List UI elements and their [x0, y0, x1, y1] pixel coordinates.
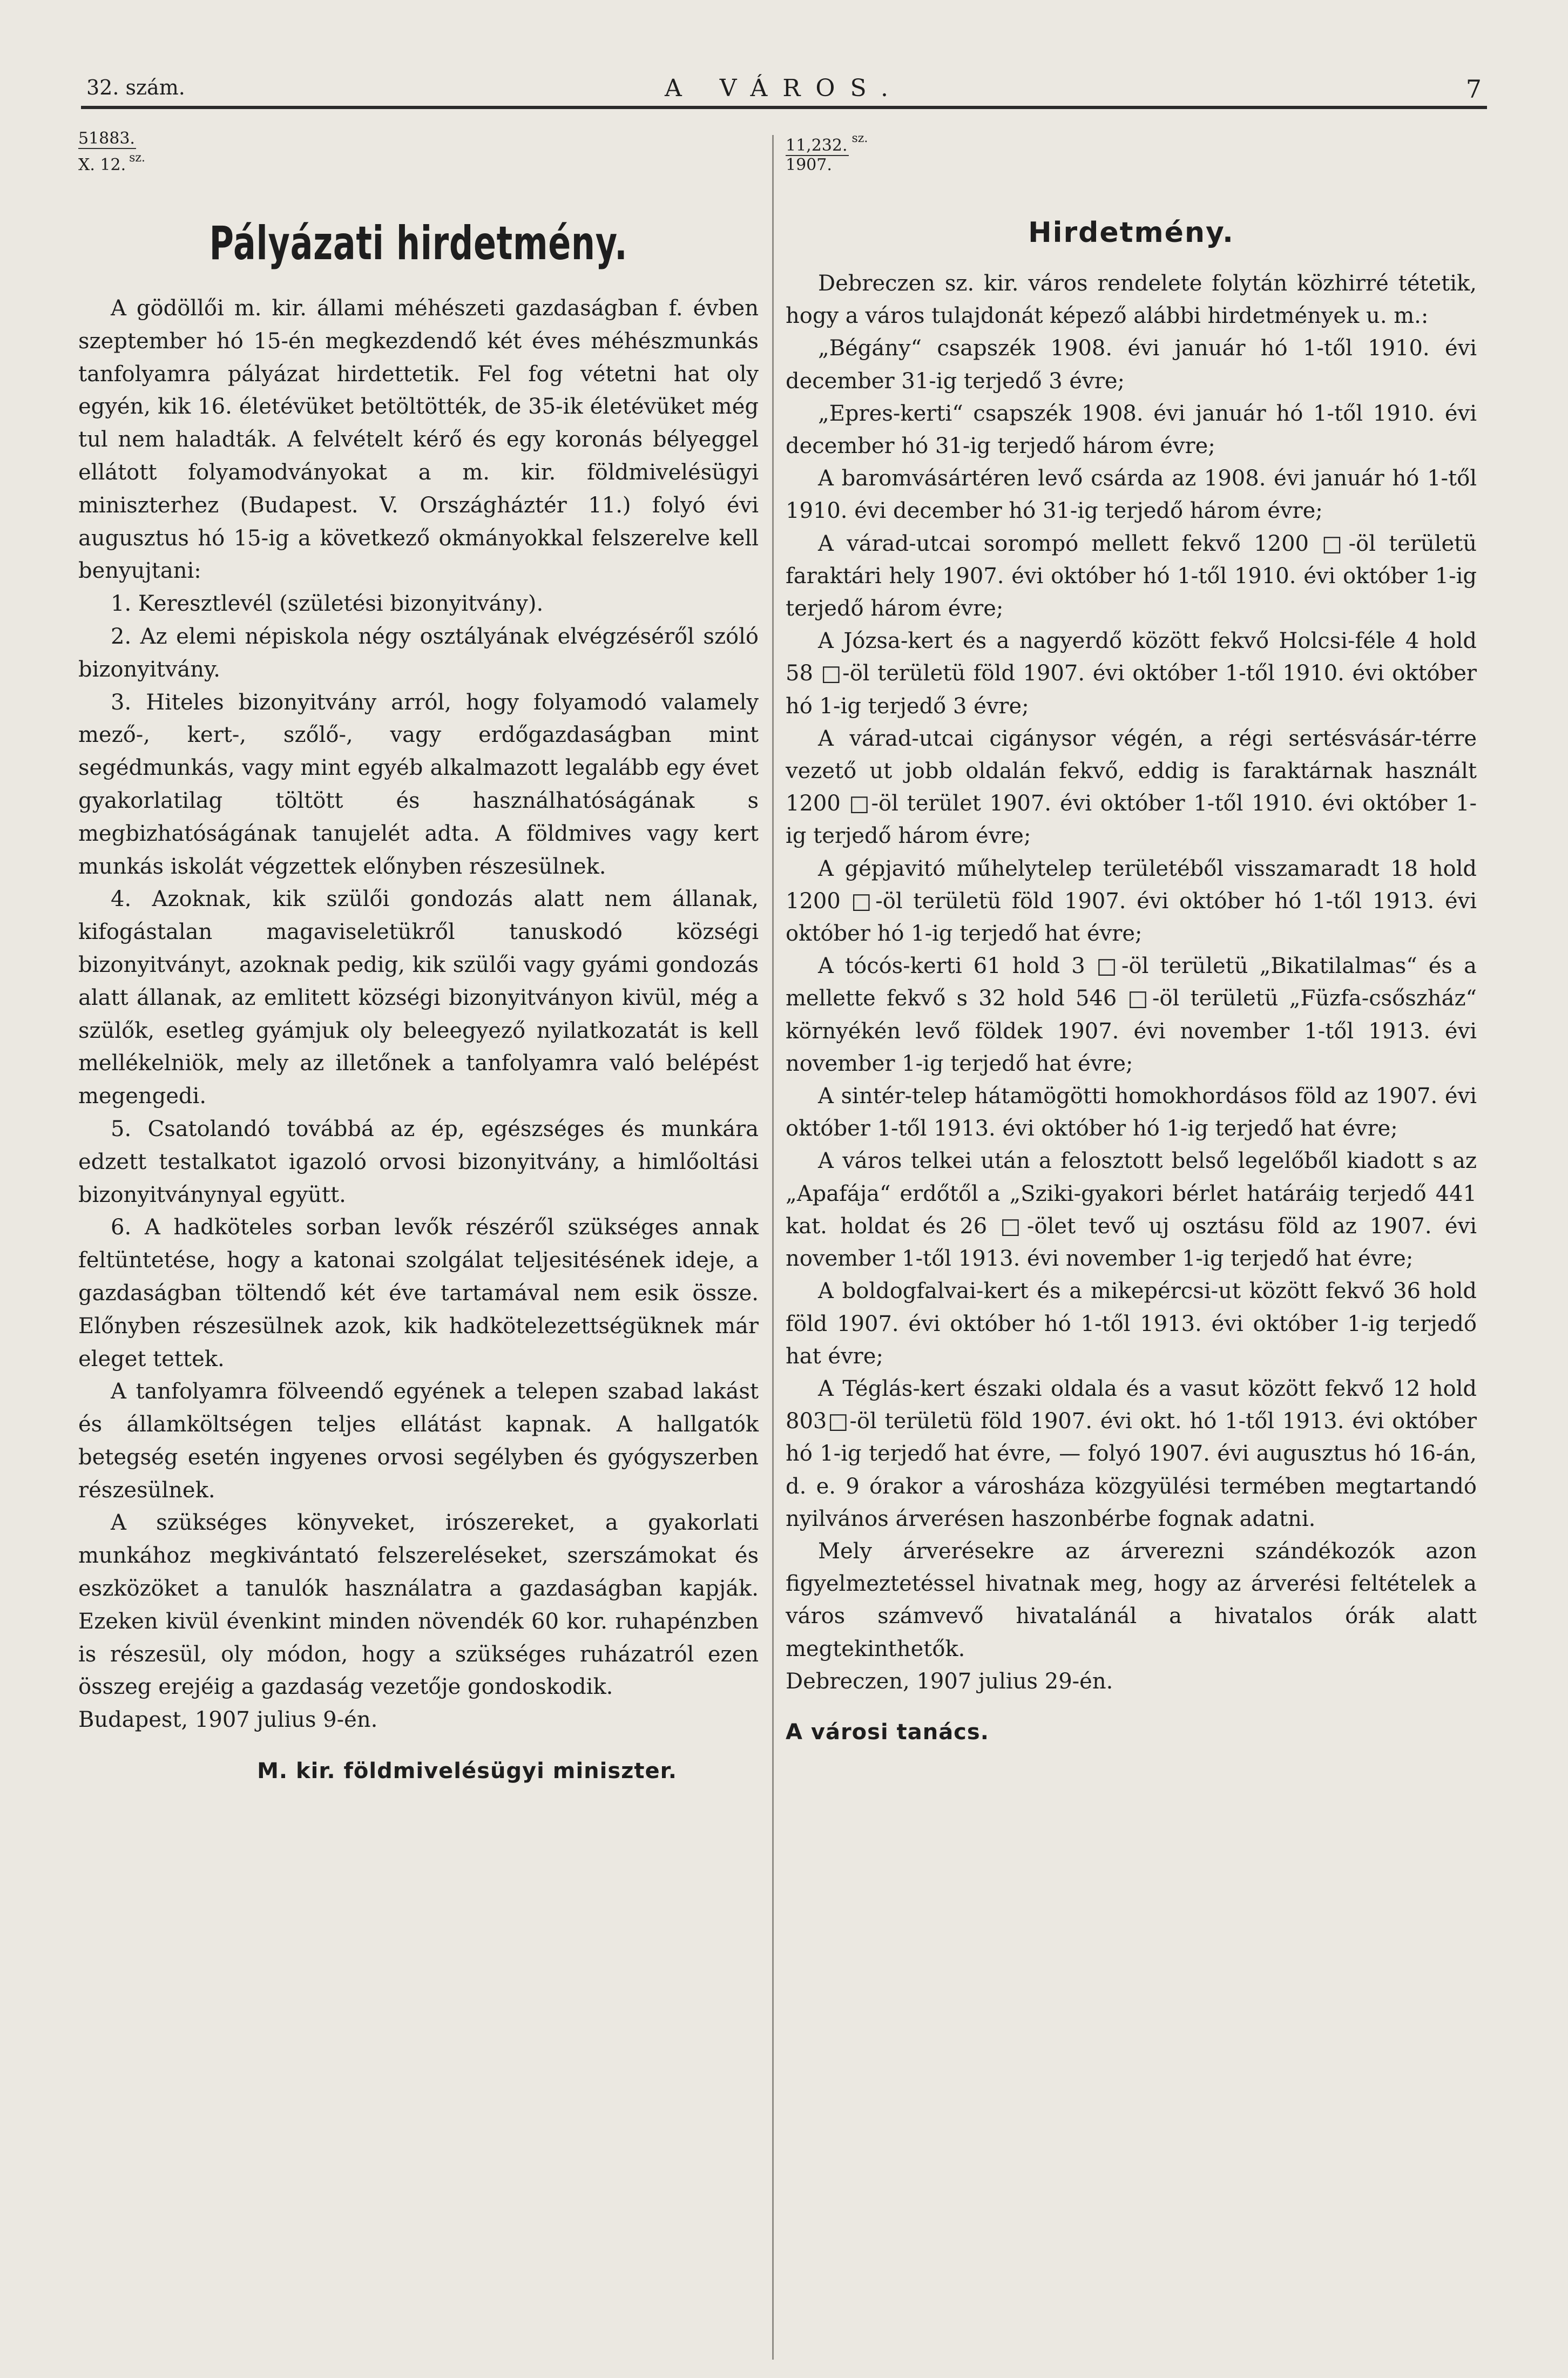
- right-article-title: Hirdetmény.: [1028, 217, 1234, 249]
- right-paragraph: A város telkei után a felosztott belső legelőből kiadott s az „Apafája“ erdőtől a „Sziki-gyakori bérlet határáig terjedő 441 kat. holdat és 26 □-ölet tevő uj osztásu föld az 1907. évi november 1-től 1913. évi november 1-ig terjedő hat évre;: [786, 1149, 1477, 1272]
- column-divider: [772, 135, 774, 2360]
- right-paragraph: Debreczen sz. kir. város rendelete folytán közhirré tétetik, hogy a város tulajdonát képező alábbi hirdetmények u. m.:: [786, 271, 1477, 329]
- left-paragraph: 6. A hadköteles sorban levők részéről szükséges annak feltüntetése, hogy a katonai szolgálat teljesitésének ideje, a gazdaságban töltendő két éve tartamával nem esik össze. Előnyben részesülnek azok, kik hadkötelezettségüknek már eleget tettek.: [78, 1215, 759, 1372]
- header-rule: [81, 106, 1487, 109]
- right-paragraph: A várad-utcai cigánysor végén, a régi sertésvásár-térre vezető ut jobb oldalán fekvő, eddig is faraktárnak használt 1200 □-öl terület 1907. évi október 1-től 1910. évi október 1-ig terjedő három évre;: [786, 726, 1477, 849]
- right-paragraph: Mely árverésekre az árverezni szándékozók azon figyelmeztetéssel hivatnak meg, hogy az árverési feltételek a város számvevő hivatalánál a hivatalos órák alatt megtekinthetők.: [786, 1538, 1477, 1661]
- right-paragraph: A sintér-telep hátamögötti homokhordásos föld az 1907. évi október 1-től 1913. évi október hó 1-ig terjedő hat évre;: [786, 1084, 1477, 1141]
- issue-number: 32. szám.: [86, 76, 185, 99]
- left-article: [78, 130, 759, 1788]
- left-paragraph: 1. Keresztlevél (születési bizonyitvány).: [111, 591, 544, 617]
- left-paragraph: 2. Az elemi népiskola négy osztályának elvégzéséről szóló bizonyitvány.: [78, 624, 759, 682]
- left-paragraph: 3. Hiteles bizonyitvány arról, hogy folyamodó valamely mező-, kert-, szőlő-, vagy erdőgazdaságban mint segédmunkás, vagy mint egyéb alkalmazott legalább egy évet gyakorlatilag töltött és használhatóságának s megbizhatóságának tanujelét adta. A földmives vagy kert munkás iskolát végzettek előnyben részesülnek.: [78, 690, 759, 879]
- right-paragraph: A Téglás-kert északi oldala és a vasut között fekvő 12 hold 803□-öl területü föld 1907. évi okt. hó 1-től 1913. évi október hó 1-ig terjedő hat évre, — folyó 1907. évi augusztus hó 16-án, d. e. 9 órakor a városháza közgyülési termében megtartandó nyilvános árverésen haszonbérbe fognak adatni.: [786, 1376, 1477, 1531]
- left-signature: M. kir. földmivelésügyi miniszter.: [257, 1759, 677, 1784]
- right-paragraph: A boldogfalvai-kert és a mikepércsi-ut között fekvő 36 hold föld 1907. évi október hó 1-től 1913. évi október 1-ig terjedő hat évre;: [786, 1279, 1477, 1369]
- page-number: 7: [1465, 75, 1482, 104]
- newspaper-title: A VÁROS.: [664, 75, 904, 102]
- left-article-title: Pályázati hirdetmény.: [209, 217, 628, 271]
- left-paragraph: 5. Csatolandó továbbá az ép, egészséges és munkára edzett testalkatot igazoló orvosi bizonyitvány, a himlőoltási bizonyitványnyal együtt.: [78, 1116, 759, 1207]
- left-paragraph: A tanfolyamra fölveendő egyének a telepen szabad lakást és államköltségen teljes ellátást kapnak. A hallgatók betegség esetén ingyenes orvosi segélyben és gyógyszerben részesülnek.: [78, 1379, 759, 1503]
- right-paragraph: A Józsa-kert és a nagyerdő között fekvő Holcsi-féle 4 hold 58 □-öl területü föld 1907. évi október 1-től 1910. évi október hó 1-ig terjedő 3 évre;: [786, 629, 1477, 719]
- left-paragraph: A gödöllői m. kir. állami méhészeti gazdaságban f. évben szeptember hó 15-én megkezdendő két éves méhészmunkás tanfolyamra pályázat hirdettetik. Fel fog vétetni hat oly egyén, kik 16. életévüket betöltötték, de 35-ik életévüket még tul nem haladták. A felvételt kérő és egy koronás bélyeggel ellátott folyamodványokat a m. kir. földmivelésügyi miniszterhez (Budapest. V. Országháztér 11.) folyó évi augusztus hó 15-ig a következő okmányokkal felszerelve kell benyujtani:: [78, 296, 759, 584]
- right-paragraph: „Epres-kerti“ csapszék 1908. évi január hó 1-től 1910. évi december hó 31-ig terjedő három évre;: [786, 401, 1477, 459]
- left-paragraph: A szükséges könyveket, irószereket, a gyakorlati munkához megkivántató felszereléseket, szerszámokat és eszközöket a tanulók használatra a gazdaságban kapják. Ezeken kivül évenkint minden növendék 60 kor. ruhapénzben is részesül, oly módon, hogy a szükséges ruházatról ezen összeg erejéig a gazdaság vezetője gondoskodik.: [78, 1510, 759, 1700]
- right-paragraph: A baromvásártéren levő csárda az 1908. évi január hó 1-től 1910. évi december hó 31-ig terjedő három évre;: [786, 466, 1477, 524]
- right-paragraph: A várad-utcai sorompó mellett fekvő 1200 □-öl területü faraktári hely 1907. évi október hó 1-től 1910. évi október 1-ig terjedő három évre;: [786, 531, 1477, 621]
- right-article: [786, 130, 1477, 1748]
- left-date: Budapest, 1907 julius 9-én.: [78, 1707, 378, 1733]
- right-paragraph: A gépjavitó műhelytelep területéből visszamaradt 18 hold 1200 □-öl területü föld 1907. évi október hó 1-től 1913. évi október hó 1-ig terjedő hat évre;: [786, 856, 1477, 947]
- right-reference-number: 11,232. $^{sz.}$ 1907.: [786, 132, 868, 174]
- left-reference-number: 51883. X. 12. $^{sz.}$: [78, 129, 146, 174]
- right-paragraph: „Bégány“ csapszék 1908. évi január hó 1-től 1910. évi december 31-ig terjedő 3 évre;: [786, 336, 1477, 394]
- page-header: [81, 69, 1487, 107]
- left-paragraph: 4. Azoknak, kik szülői gondozás alatt nem állanak, kifogástalan magaviseletükről tanuskodó községi bizonyitványt, azoknak pedig, kik szülői vagy gyámi gondozás alatt állanak, az emlitett községi bizonyitványon kivül, még a szülők, esetleg gyámjuk oly beleegyező nyilatkozatát is kell mellékelniök, mely az illetőnek a tanfolyamra való belépést megengedi.: [78, 887, 759, 1109]
- right-paragraph: A tócós-kerti 61 hold 3 □-öl területü „Bikatilalmas“ és a mellette fekvő s 32 hold 546 □-öl területü „Füzfa-csőszház“ környékén levő földek 1907. évi november 1-től 1913. évi november 1-ig terjedő hat évre;: [786, 954, 1477, 1076]
- right-date: Debreczen, 1907 julius 29-én.: [786, 1668, 1113, 1694]
- right-signature: A városi tanács.: [786, 1719, 989, 1745]
